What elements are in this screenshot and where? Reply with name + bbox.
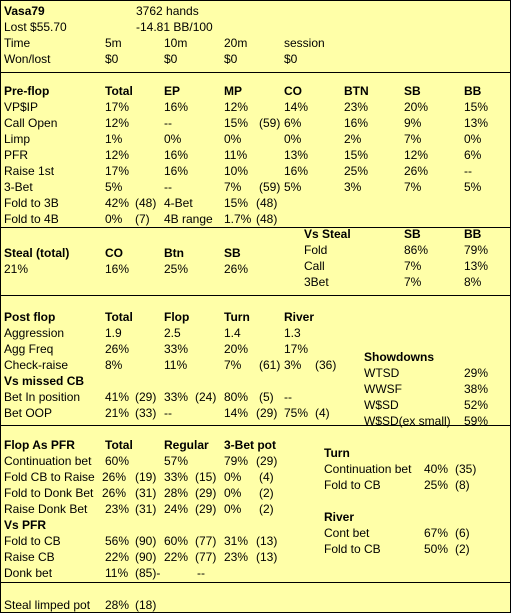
stat-value: 40% <box>424 462 449 476</box>
stat-label: Limp <box>4 132 31 146</box>
stat-value: 7% <box>404 259 422 273</box>
stat-value: 80% <box>224 390 249 404</box>
steal-col-co: CO <box>105 246 123 260</box>
stat-value: 7% <box>404 180 422 194</box>
stat-value: 12% <box>105 116 130 130</box>
stat-value: 12% <box>105 148 130 162</box>
stat-value: 33% <box>164 470 189 484</box>
stat-label: 4B range <box>164 212 213 226</box>
stat-value: 52% <box>464 398 489 412</box>
stat-sample: (4) <box>315 406 330 420</box>
stat-value: 0% <box>224 502 242 516</box>
stat-label: W$SD <box>364 398 399 412</box>
stat-sample: (48) <box>256 196 278 210</box>
stat-value: 20% <box>224 342 249 356</box>
stat-label: Bet In position <box>4 390 81 404</box>
stat-sample: (90) <box>135 534 157 548</box>
stat-value: 5% <box>284 180 302 194</box>
stat-sample: (29) <box>195 502 217 516</box>
stat-sample: (15) <box>195 470 217 484</box>
stat-value: -- <box>464 164 472 178</box>
stat-value: 24% <box>164 502 189 516</box>
preflop-col-co: CO <box>284 84 302 98</box>
stat-value: 59% <box>464 414 489 428</box>
preflop-title: Pre-flop <box>4 84 50 98</box>
stat-label: Fold to CB <box>324 478 381 492</box>
stat-sample: (33) <box>135 406 157 420</box>
stat-sample: (4) <box>259 470 274 484</box>
stat-sample: (6) <box>455 526 470 540</box>
stat-value: 0% <box>464 132 482 146</box>
stat-label: Fold CB to Raise <box>4 470 95 484</box>
stat-value: 42% <box>105 196 130 210</box>
stat-value: 16% <box>284 164 309 178</box>
stat-value: 29% <box>464 366 489 380</box>
stat-value: 25% <box>344 164 369 178</box>
stat-sample: (13) <box>256 534 278 548</box>
missed-cb-title: Vs missed CB <box>4 374 85 388</box>
stat-value: 16% <box>105 262 130 276</box>
stat-value: 41% <box>105 390 130 404</box>
divider <box>1 72 510 73</box>
stat-value: 17% <box>284 342 309 356</box>
time-20m: 20m <box>224 36 248 50</box>
stat-value: 79% <box>464 243 489 257</box>
stat-sample: (36) <box>315 358 337 372</box>
stat-value: 38% <box>464 382 489 396</box>
vs-pfr-title: Vs PFR <box>4 518 47 532</box>
stat-label: Check-raise <box>4 358 69 372</box>
stat-value: 1.9 <box>105 326 122 340</box>
flop-pfr-col-total: Total <box>105 438 133 452</box>
stat-sample: (29) <box>256 406 278 420</box>
preflop-col-sb: SB <box>404 84 421 98</box>
stat-sample: (29) <box>135 390 157 404</box>
stat-sample: (48) <box>256 212 278 226</box>
stat-value: -- <box>164 406 172 420</box>
stat-value: 31% <box>224 534 249 548</box>
stat-value: 16% <box>164 148 189 162</box>
stat-label: Agg Freq <box>4 342 54 356</box>
stat-label: Fold to Donk Bet <box>4 486 94 500</box>
flop-pfr-col-3bet: 3-Bet pot <box>224 438 276 452</box>
stat-value: 5% <box>464 180 482 194</box>
time-5m: 5m <box>105 36 122 50</box>
stat-label: 4-Bet <box>164 196 193 210</box>
stat-value: 16% <box>344 116 369 130</box>
stat-sample: (90) <box>135 550 157 564</box>
stat-label: PFR <box>4 148 28 162</box>
stat-sample: (85)- <box>135 566 161 580</box>
stat-value: -- <box>164 180 172 194</box>
stat-value: 14% <box>284 100 309 114</box>
stat-value: 0% <box>284 132 302 146</box>
stat-value: 7% <box>224 180 242 194</box>
stat-value: 60% <box>164 534 189 548</box>
time-label: Time <box>4 36 31 50</box>
stat-value: 15% <box>224 116 249 130</box>
stat-label: 3Bet <box>304 275 329 289</box>
postflop-title: Post flop <box>4 310 56 324</box>
preflop-col-mp: MP <box>224 84 242 98</box>
stat-value: 8% <box>464 275 482 289</box>
stat-value: 5% <box>105 180 123 194</box>
postflop-col-turn: Turn <box>224 310 250 324</box>
stat-value: 21% <box>105 406 130 420</box>
stat-sample: (59) <box>259 116 281 130</box>
vs-steal-col-sb: SB <box>404 227 421 241</box>
postflop-col-total: Total <box>105 310 133 324</box>
stat-sample: (5) <box>259 390 274 404</box>
stat-sample: (7) <box>135 212 150 226</box>
stat-sample: (77) <box>195 550 217 564</box>
stat-label: Fold to 3B <box>4 196 59 210</box>
stat-value: 2.5 <box>164 326 181 340</box>
stat-value: 26% <box>404 164 429 178</box>
won-session: $0 <box>284 52 298 66</box>
result-text: Lost $55.70 <box>4 20 67 34</box>
stat-label: W$SD(ex small) <box>364 414 451 428</box>
won-10m: $0 <box>164 52 178 66</box>
vs-steal-title: Vs Steal <box>304 227 351 241</box>
stat-value: 79% <box>224 454 249 468</box>
stat-value: 33% <box>164 390 189 404</box>
stat-value: 33% <box>164 342 189 356</box>
divider <box>1 582 510 583</box>
stat-sample: (61) <box>259 358 281 372</box>
stat-value: 3% <box>344 180 362 194</box>
won-lost-label: Won/lost <box>4 52 51 66</box>
stat-label: Fold to CB <box>4 534 61 548</box>
stat-sample: (59) <box>259 180 281 194</box>
stat-sample: (29) <box>195 486 217 500</box>
stat-value: 8% <box>105 358 123 372</box>
stat-sample: (31) <box>135 502 157 516</box>
stat-value: 7% <box>404 275 422 289</box>
stat-value: 25% <box>164 262 189 276</box>
stat-value: 23% <box>344 100 369 114</box>
stat-value: 2% <box>344 132 362 146</box>
stat-value: 0% <box>224 486 242 500</box>
stat-sample: (8) <box>455 478 470 492</box>
divider <box>1 227 510 228</box>
stat-value: 17% <box>105 100 130 114</box>
stat-sample: (24) <box>195 390 217 404</box>
stat-value: 12% <box>224 100 249 114</box>
flop-pfr-title: Flop As PFR <box>4 438 75 452</box>
stat-value: 75% <box>284 406 309 420</box>
stat-value: 16% <box>164 100 189 114</box>
stat-label: Donk bet <box>4 566 53 580</box>
stat-label: 3-Bet <box>4 180 33 194</box>
preflop-col-total: Total <box>105 84 133 98</box>
stat-value: 0% <box>224 132 242 146</box>
stat-sample: (2) <box>259 486 274 500</box>
stat-value: 21% <box>4 262 29 276</box>
stat-value: 22% <box>105 550 130 564</box>
stat-label: Raise Donk Bet <box>4 502 88 516</box>
stat-value: 67% <box>424 526 449 540</box>
stat-value: 1% <box>105 132 123 146</box>
stat-label: Cont bet <box>324 526 370 540</box>
time-10m: 10m <box>164 36 188 50</box>
bb-per-100: -14.81 BB/100 <box>136 20 213 34</box>
stat-label: Raise CB <box>4 550 55 564</box>
stat-value: 7% <box>224 358 242 372</box>
stat-value: 57% <box>164 454 189 468</box>
stat-label: Call Open <box>4 116 58 130</box>
stat-value: 9% <box>404 116 422 130</box>
won-20m: $0 <box>224 52 238 66</box>
stat-sample: (13) <box>256 550 278 564</box>
stat-label: Fold <box>304 243 328 257</box>
stat-value: 50% <box>424 542 449 556</box>
stat-value: 23% <box>224 550 249 564</box>
stat-value: 0% <box>105 212 123 226</box>
stat-value: 26% <box>102 486 127 500</box>
stat-value: 1.7% <box>224 212 252 226</box>
flop-pfr-col-regular: Regular <box>164 438 209 452</box>
stat-value: 13% <box>464 259 489 273</box>
stat-label: Fold to CB <box>324 542 381 556</box>
stat-value: 10% <box>224 164 249 178</box>
stat-label: WWSF <box>364 382 402 396</box>
stat-sample: (29) <box>256 454 278 468</box>
steal-col-sb: SB <box>224 246 241 260</box>
divider <box>1 425 510 426</box>
river-title: River <box>324 510 355 524</box>
stat-value: 26% <box>102 470 127 484</box>
time-session: session <box>284 36 325 50</box>
stat-value: 11% <box>105 566 129 580</box>
stat-label: Call <box>304 259 325 273</box>
stat-value: 7% <box>404 132 422 146</box>
stat-sample: (31) <box>135 486 157 500</box>
stat-value: 11% <box>224 148 248 162</box>
stat-value: 11% <box>164 358 188 372</box>
stat-label: Continuation bet <box>324 462 412 476</box>
stat-sample: (2) <box>259 502 274 516</box>
stat-value: 0% <box>164 132 182 146</box>
preflop-col-ep: EP <box>164 84 181 98</box>
turn-title: Turn <box>324 446 350 460</box>
stat-value: 14% <box>224 406 249 420</box>
stat-value: 15% <box>224 196 249 210</box>
stat-sample: (18) <box>135 598 157 612</box>
stat-label: Steal limped pot <box>4 598 91 612</box>
showdowns-title: Showdowns <box>364 350 434 364</box>
stat-value: 22% <box>164 550 189 564</box>
stat-value: -- <box>284 390 292 404</box>
stat-value: 13% <box>464 116 489 130</box>
stat-value: 25% <box>424 478 449 492</box>
hand-count: 3762 hands <box>136 4 199 18</box>
stat-value: 26% <box>224 262 249 276</box>
stat-value: 1.4 <box>224 326 241 340</box>
stat-value: 15% <box>464 100 489 114</box>
stat-value: 28% <box>105 598 130 612</box>
stat-label: Bet OOP <box>4 406 53 420</box>
stat-value: 12% <box>404 148 429 162</box>
divider <box>1 295 510 296</box>
stat-value: 15% <box>344 148 369 162</box>
stat-value: 1.3 <box>284 326 301 340</box>
stat-value: 26% <box>105 342 130 356</box>
preflop-col-bb: BB <box>464 84 482 98</box>
postflop-col-river: River <box>284 310 315 324</box>
stat-value: 60% <box>105 454 130 468</box>
stat-value: 16% <box>164 164 189 178</box>
stat-value: 56% <box>105 534 130 548</box>
stat-label: Raise 1st <box>4 164 55 178</box>
stat-sample: (35) <box>455 462 477 476</box>
preflop-col-btn: BTN <box>344 84 369 98</box>
steal-title: Steal (total) <box>4 246 70 260</box>
stat-value: 23% <box>105 502 130 516</box>
postflop-col-flop: Flop <box>164 310 190 324</box>
stat-label: Fold to 4B <box>4 212 59 226</box>
stat-value: 86% <box>404 243 429 257</box>
stat-value: -- <box>197 566 205 580</box>
stat-label: Aggression <box>4 326 65 340</box>
stat-value: 17% <box>105 164 130 178</box>
stat-value: 20% <box>404 100 429 114</box>
stat-label: Continuation bet <box>4 454 92 468</box>
stat-sample: (2) <box>455 542 470 556</box>
stat-label: VP$IP <box>4 100 39 114</box>
stat-value: 6% <box>464 148 482 162</box>
stat-sample: (19) <box>135 470 157 484</box>
stat-label: WTSD <box>364 366 400 380</box>
stat-value: 13% <box>284 148 309 162</box>
stat-sample: (48) <box>135 196 157 210</box>
stat-value: -- <box>164 116 172 130</box>
vs-steal-col-bb: BB <box>464 227 482 241</box>
steal-col-btn: Btn <box>164 246 184 260</box>
stat-value: 28% <box>164 486 189 500</box>
player-name: Vasa79 <box>4 4 45 18</box>
stat-value: 3% <box>284 358 302 372</box>
won-5m: $0 <box>105 52 119 66</box>
stat-sample: (77) <box>195 534 217 548</box>
stat-value: 0% <box>224 470 242 484</box>
stat-value: 6% <box>284 116 302 130</box>
